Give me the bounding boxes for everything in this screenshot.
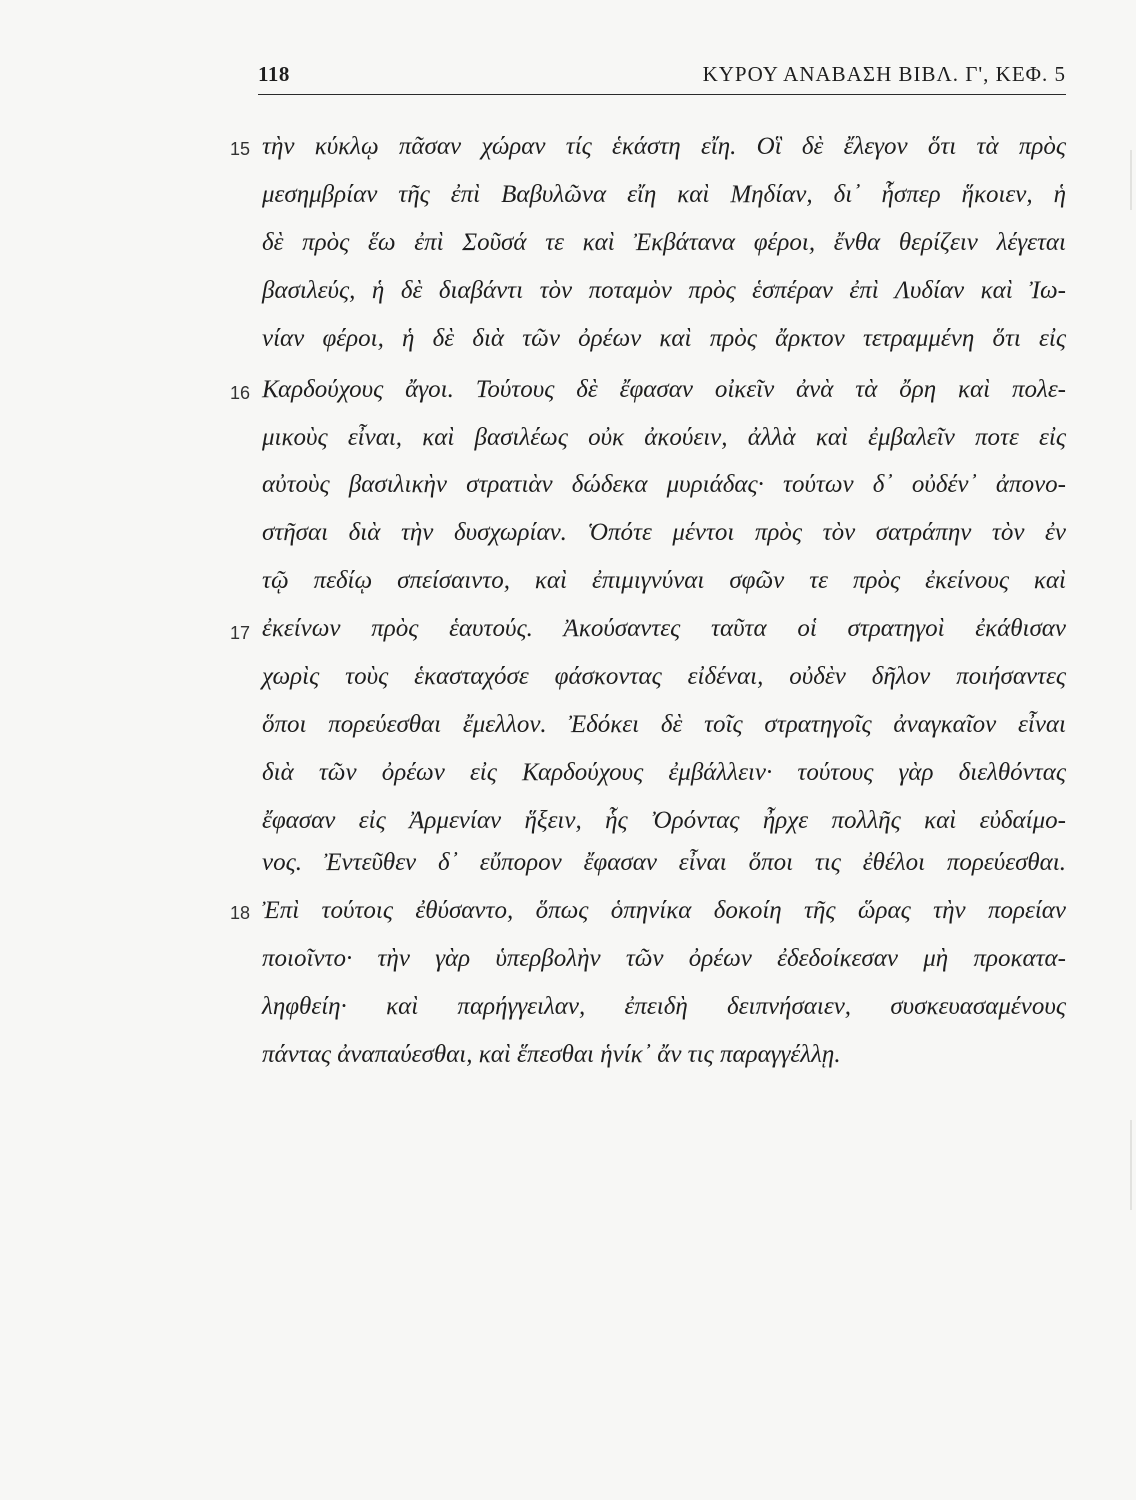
bleed-through-margin-note [1072, 1120, 1132, 1210]
text-line: τὴν κύκλῳ πᾶσαν χώραν τίς ἑκάστη εἴη. Οἳ δὲ ἔλεγον ὅτι τὰ πρὸς [262, 133, 1066, 160]
text-line: ὅποι πορεύεσθαι ἔμελλον. Ἐδόκει δὲ τοῖς στρατηγοῖς ἀναγκαῖον εἶναι [262, 711, 1066, 738]
page-header [258, 60, 1066, 95]
section-number: 17 [230, 623, 251, 643]
text-line: ληφθείη· καὶ παρήγγειλαν, ἐπειδὴ δειπνήσαιεν, συσκευασαμένους [262, 993, 1066, 1020]
page-number: 118 [258, 62, 290, 86]
text-line: Ἐπὶ τούτοις ἐθύσαντο, ὅπως ὁπηνίκα δοκοίη τῆς ὥρας τὴν πορείαν [262, 897, 1066, 924]
text-line: νίαν φέροι, ἡ δὲ διὰ τῶν ὀρέων καὶ πρὸς ἄρκτον τετραμμένη ὅτι εἰς [262, 325, 1066, 352]
text-line: ποιοῖντο· τὴν γὰρ ὑπερβολὴν τῶν ὀρέων ἐδεδοίκεσαν μὴ προκατα- [262, 945, 1066, 972]
text-line: τῷ πεδίῳ σπείσαιντο, καὶ ἐπιμιγνύναι σφῶν τε πρὸς ἐκείνους καὶ [262, 567, 1066, 594]
text-line: διὰ τῶν ὀρέων εἰς Καρδούχους ἐμβάλλειν· τούτους γὰρ διελθόντας [262, 759, 1066, 786]
text-line: αὐτοὺς βασιλικὴν στρατιὰν δώδεκα μυριάδας· τούτων δ᾽ οὐδέν᾽ ἀπονο- [262, 471, 1066, 498]
section-number: 16 [230, 383, 251, 403]
text-line: πάντας ἀναπαύεσθαι, καὶ ἕπεσθαι ἡνίκ᾽ ἄν τις παραγγέλλῃ. [262, 1041, 841, 1068]
section-number: 18 [230, 903, 251, 923]
text-line: δὲ πρὸς ἕω ἐπὶ Σοῦσά τε καὶ Ἐκβάτανα φέροι, ἔνθα θερίζειν λέγεται [262, 229, 1066, 256]
section-number: 15 [230, 139, 251, 159]
text-line: χωρὶς τοὺς ἑκασταχόσε φάσκοντας εἰδέναι, οὐδὲν δῆλον ποιήσαντες [262, 663, 1066, 690]
text-line: στῆσαι διὰ τὴν δυσχωρίαν. Ὁπότε μέντοι πρὸς τὸν σατράπην τὸν ἐν [262, 519, 1066, 546]
bleed-through-margin-note [1070, 150, 1132, 210]
text-line: μεσημβρίαν τῆς ἐπὶ Βαβυλῶνα εἴη καὶ Μηδίαν, δι᾽ ἧσπερ ἥκοιεν, ἡ [262, 181, 1066, 208]
text-line: ἔφασαν εἰς Ἀρμενίαν ἥξειν, ἧς Ὀρόντας ἦρχε πολλῆς καὶ εὐδαίμο- [262, 807, 1066, 834]
text-line: ἐκείνων πρὸς ἑαυτούς. Ἀκούσαντες ταῦτα οἱ στρατηγοὶ ἐκάθισαν [262, 615, 1066, 642]
text-line: Καρδούχους ἄγοι. Τούτους δὲ ἔφασαν οἰκεῖν ἀνὰ τὰ ὄρη καὶ πολε- [262, 376, 1066, 403]
text-line: νος. Ἐντεῦθεν δ᾽ εὔπορον ἔφασαν εἶναι ὅποι τις ἐθέλοι πορεύεσθαι. [262, 849, 1066, 876]
text-line: βασιλεύς, ἡ δὲ διαβάντι τὸν ποταμὸν πρὸς ἑσπέραν ἐπὶ Λυδίαν καὶ Ἰω- [262, 277, 1066, 304]
text-line: μικοὺς εἶναι, καὶ βασιλέως οὐκ ἀκούειν, ἀλλὰ καὶ ἐμβαλεῖν ποτε εἰς [262, 424, 1066, 451]
running-head: ΚΥΡΟΥ ΑΝΑΒΑΣΗ ΒΙΒΛ. Γ', ΚΕΦ. 5 [702, 62, 1066, 86]
